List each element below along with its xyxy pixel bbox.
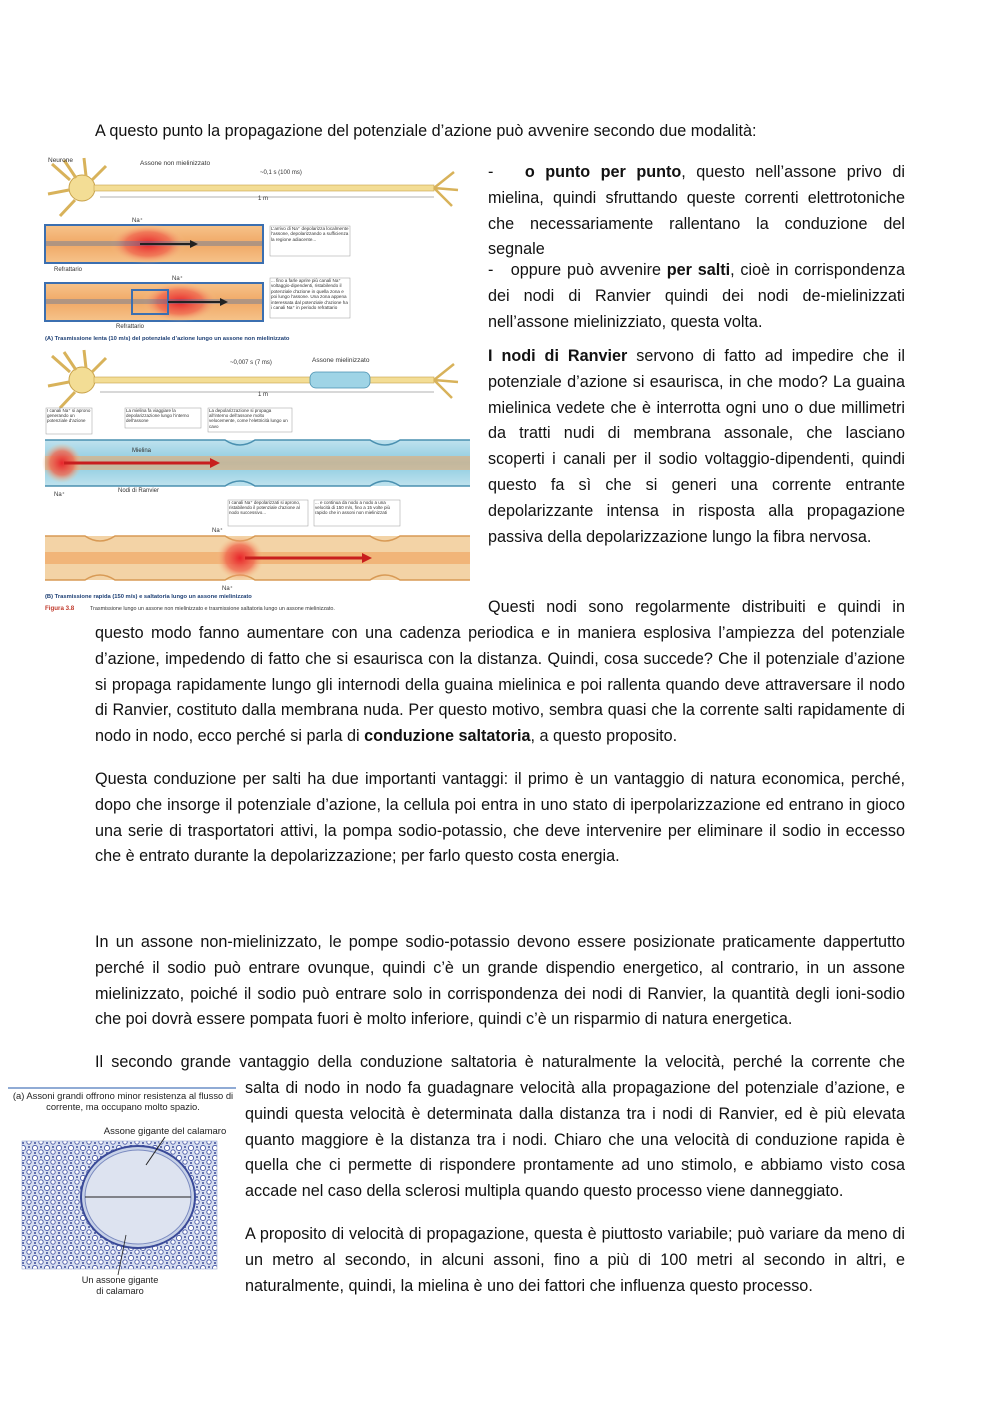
note-b1: I canali Na⁺ si aprono generando un potenziale d’azione bbox=[47, 408, 91, 424]
paragraph-velocita: salta di nodo in nodo fa guadagnare velocità alla propagazione del potenziale d’azione, e quindi questa velocità è determinata dalla distanza tra i nodi di Ranvier, ed è più elevata quanto maggiore è la distanza tra i nodi. Chiaro che una velocità di conduzione rapida è quella che ci permette di rispondere prontamente ad uno stimolo, e abbiamo visto cosa accade nel caso della sclerosi multipla quando questo processo viene danneggiato. bbox=[245, 1079, 905, 1201]
label-refrattario-a2: Refrattario bbox=[116, 324, 145, 330]
note-b5: ... e continua da nodo a nodo a una velocità di 150 m/s, fino a 15 volte più rapido che in assoni non mielinizzati bbox=[315, 500, 391, 516]
paragraph-pompe: In un assone non-mielinizzato, le pompe sodio-potassio devono essere posizionate praticamente dappertutto perché il sodio può entrare ovunque, quindi c’è un grande dispendio energetico, al contrario, in un assone mielinizzato, poiché il sodio può entrare solo in corrispondenza dei nodi di Ranvier, la quantità degli ioni-sodio che poi dovrà essere pompata fuori è molto inferiore, quindi c’è un risparmio di natura energetica. bbox=[95, 933, 905, 1029]
list-item-per-salti bbox=[488, 258, 905, 335]
caption-b: (B) Trasmissione rapida (150 m/s) e saltatoria lungo un assone mielinizzato bbox=[45, 594, 252, 600]
figure2-caption: (a) Assoni grandi offrono minor resistenza al flusso di corrente, ma occupano molto spazio. bbox=[12, 1090, 234, 1112]
note-a2: ... fino a farle aprire più canali Na⁺ voltaggio-dipendenti, ristabilendo il potenziale d’azione in quella zona e poi lungo l’assone. Una zona appena interessata dal potenziale d’azione ha i canali Na⁺ in periodo refrattario bbox=[271, 278, 348, 311]
figure-caption: Trasmissione lungo un assone non mielinizzato e trasmissione saltatoria lungo un assone mielinizzato. bbox=[90, 606, 335, 612]
label-un-assone-gigante: Un assone gigante di calamaro bbox=[81, 1275, 159, 1296]
paragraph-proposito: A proposito di velocità di propagazione, questa è piuttosto variabile; può variare da meno di un metro al secondo, in alcuni assoni, fino a più di 100 metri al secondo in altri, e naturalmente, quindi, la mielina è uno dei fattori che influenza questo processo. bbox=[245, 1225, 905, 1295]
caption-a: (A) Trasmissione lenta (10 m/s) del potenziale d’azione lungo un assone non mielinizzato bbox=[45, 336, 290, 342]
note-b2: La mielina fa viaggiare la depolarizzazione lungo l’interno dell’assone bbox=[126, 408, 190, 424]
term-nodi-ranvier: I nodi di Ranvier bbox=[488, 347, 628, 365]
figure-calamaro-svg bbox=[8, 1085, 236, 1320]
list-dash: - bbox=[488, 163, 494, 181]
label-na-b2: Na⁺ bbox=[212, 528, 223, 534]
label-refrattario-a1: Refrattario bbox=[54, 267, 83, 273]
paragraph-text: questo modo fanno aumentare con una cadenza periodica e in maniera esplosiva l’ampiezza del potenziale d’azione, impedendo di fatto che si esaurisca con la distanza. Quindi, cosa succede? Che il potenziale d’azione si propaga rapidamente lungo gli internodi della guaina mielinica e poi rallenta quando deve attraversare il nodo di Ranvier, costituto dalla membrana nuda. Per questo motivo, sembra quasi che la corrente salti rapidamente di nodo in nodo, ecco perché si parla di bbox=[95, 624, 905, 746]
axon-strip-a2 bbox=[45, 282, 263, 322]
figure-conduzione-assone bbox=[40, 150, 472, 615]
label-distance-a: 1 m bbox=[258, 196, 269, 202]
paragraph-nodi-ranvier bbox=[488, 344, 905, 550]
paragraph-vantaggi: Questa conduzione per salti ha due importanti vantaggi: il primo è un vantaggio di natura economica, perché, dopo che insorge il potenziale d’azione, la cellula poi entra in uno stato di iperpolarizzazione ed entrano in gioco una serie di trasportatori attivi, la pompa sodio-potassio, che deve intervenire per eliminare il sodio in eccesso che è entrato durante la depolarizzazione; per farlo questo costa energia. bbox=[95, 770, 905, 866]
figure-conduzione-svg bbox=[40, 150, 472, 615]
label-mielina: Mielina bbox=[132, 448, 152, 454]
note-b4: I canali Na⁺ depolarizzati si aprono, ristabilendo il potenziale d’azione al nodo successivo... bbox=[229, 500, 301, 516]
paragraph-tail: , a questo proposito. bbox=[530, 727, 678, 746]
label-time-b: ~0,007 s (7 ms) bbox=[230, 360, 272, 366]
paragraph-velocita-line1: Il secondo grande vantaggio della conduzione saltatoria è naturalmente la velocità, perché la corrente che bbox=[95, 1053, 905, 1071]
term-per-salti: per salti bbox=[666, 261, 731, 279]
list-item-punto-per-punto bbox=[488, 160, 905, 263]
neuron-myelinated bbox=[48, 350, 458, 408]
neuron-top bbox=[48, 158, 458, 216]
intro-sentence: A questo punto la propagazione del potenziale d’azione può avvenire secondo due modalità: bbox=[95, 122, 757, 140]
axon-strip-b1 bbox=[42, 440, 470, 486]
label-neurone: Neurone bbox=[48, 157, 73, 164]
label-nodi-ranvier: Nodi di Ranvier bbox=[118, 488, 160, 494]
term-punto-per-punto: o punto per punto bbox=[524, 163, 682, 181]
label-assone-miel: Assone mielinizzato bbox=[312, 357, 370, 364]
item-text: , questo nell’assone privo di mielina, quindi sfruttando queste correnti elettrotoniche che necessariamente rallentano la conduzione del segnale bbox=[488, 163, 905, 259]
label-na-b1: Na⁺ bbox=[54, 492, 65, 498]
figure-assone-calamaro bbox=[8, 1085, 236, 1320]
label-distance-b: 1 m bbox=[258, 392, 269, 398]
label-assone-gigante: Assone gigante del calamaro bbox=[103, 1126, 227, 1137]
paragraph-text: servono di fatto ad impedire che il potenziale d’azione si esaurisca, in che modo? La guaina mielinica vedete che è interrotta ogni uno o due millimetri da tratti nudi di membrana assonale, che lasciano scoperti i canali per il sodio voltaggio-dipendenti, quindi questo fa sì che si generi una corrente entrante depolarizzante intensa in risposta alla propagazione passiva della depolarizzazione lungo la fibra nervosa. bbox=[488, 347, 905, 546]
label-na-a1: Na⁺ bbox=[132, 218, 143, 224]
label-time-a: ~0,1 s (100 ms) bbox=[260, 170, 302, 176]
paragraph-distribuiti-line1: Questi nodi sono regolarmente distribuiti e quindi in bbox=[488, 598, 905, 616]
label-na-b3: Na⁺ bbox=[222, 586, 233, 592]
figure-number: Figura 3.8 bbox=[45, 605, 75, 612]
label-na-a2: Na⁺ bbox=[172, 276, 183, 282]
item-text-pre: oppure può avvenire bbox=[510, 261, 667, 279]
paragraph-distribuiti bbox=[95, 621, 905, 750]
axon-strip-a1 bbox=[45, 224, 263, 264]
axon-strip-b2 bbox=[45, 536, 470, 580]
note-b3: La depolarizzazione si propaga all’interno dell’assone molto velocemente, come l’elettricità lungo un cavo bbox=[209, 408, 288, 429]
list-dash: - bbox=[488, 261, 494, 279]
note-a1: L’arrivo di Na⁺ depolarizza localmente l’assone, depolarizzando a sufficienza la regione adiacente... bbox=[271, 226, 349, 242]
label-assone-non-miel: Assone non mielinizzato bbox=[140, 160, 211, 167]
item-text: , cioè in corrispondenza dei nodi di Ranvier quindi dei nodi de-mielinizzati nell’assone mielinizziato, questa volta. bbox=[488, 261, 905, 331]
term-conduzione-saltatoria: conduzione saltatoria bbox=[364, 727, 531, 746]
